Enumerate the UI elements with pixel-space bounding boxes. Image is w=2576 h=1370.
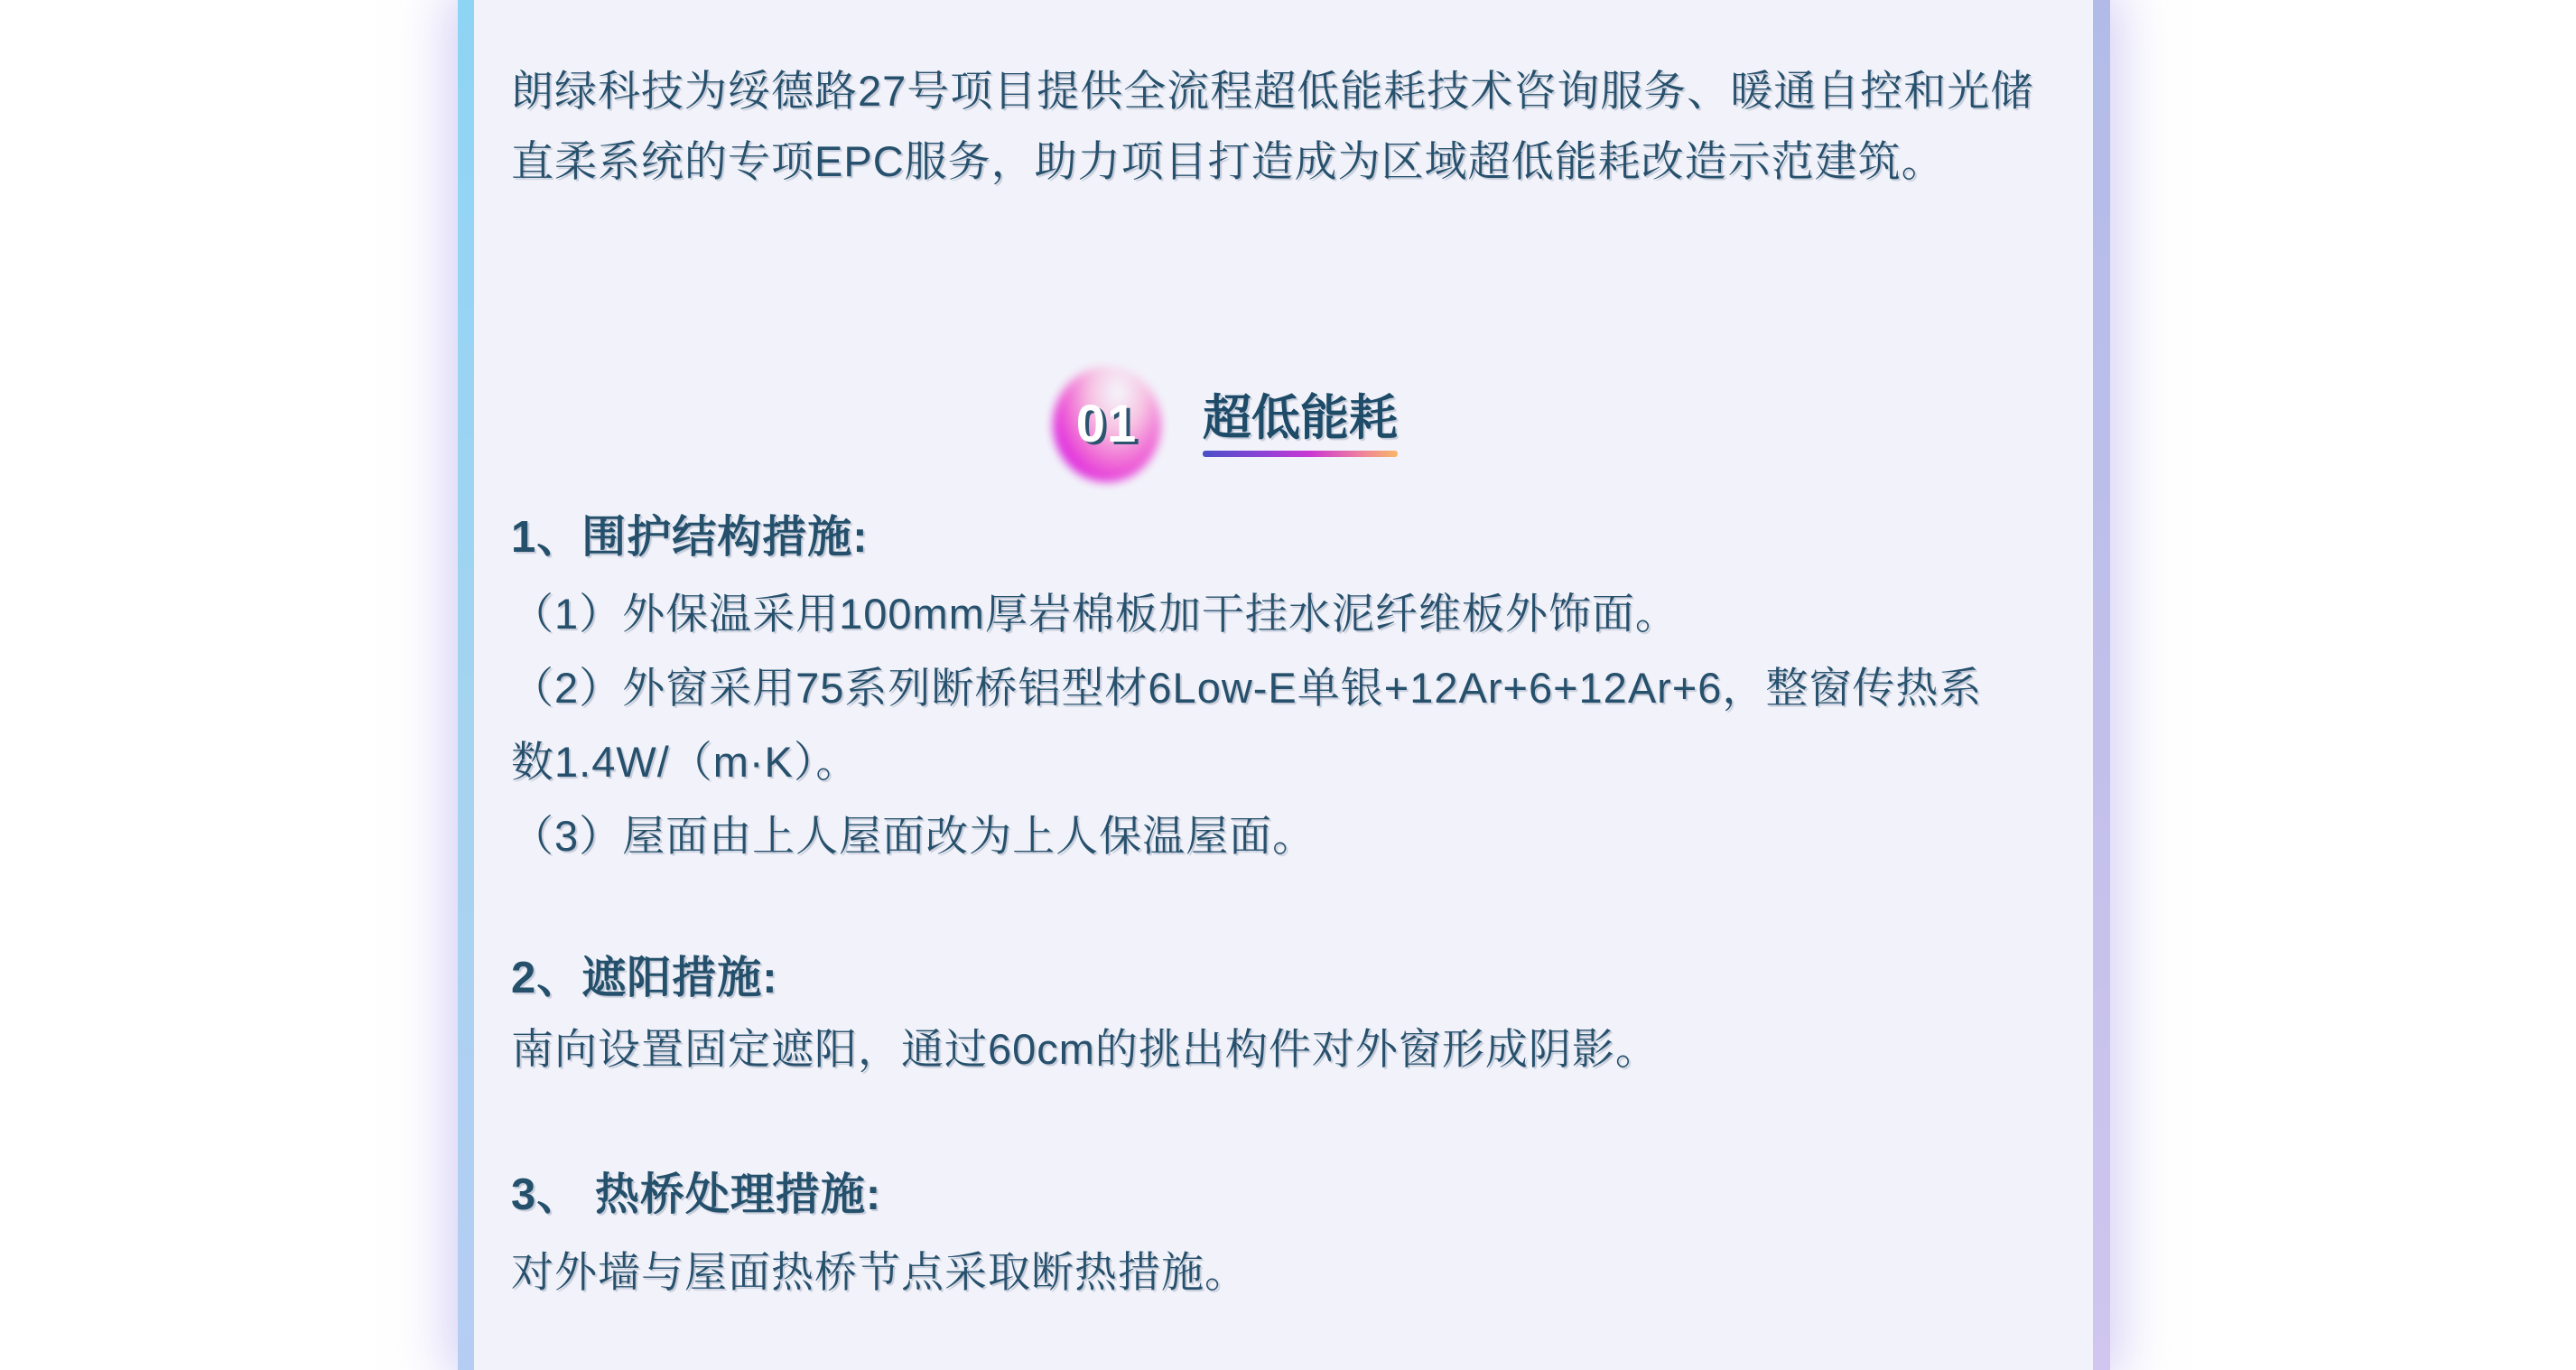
paragraph-line: 数1.4W/（m·K）。: [511, 738, 860, 786]
subsection-paragraph: [511, 1012, 2056, 1086]
subsection-heading: 3、 热桥处理措施:: [511, 1170, 882, 1219]
paragraph-line: （2）外窗采用75系列断桥铝型材6Low-E单银+12Ar+6+12Ar+6，整窗传热系: [511, 664, 1983, 712]
title-underline: [1203, 451, 1398, 457]
section-title: 超低能耗: [1203, 390, 1398, 445]
right-border-bar: [2093, 0, 2110, 1370]
article-content: [474, 0, 2093, 1370]
left-border-bar: [458, 0, 474, 1370]
subsection-heading: 2、遮阳措施:: [511, 954, 778, 1002]
paragraph-line: （3）屋面由上人屋面改为上人保温屋面。: [511, 812, 1316, 860]
article-body: [458, 0, 2110, 1370]
intro-line: 朗绿科技为绥德路27号项目提供全流程超低能耗技术咨询服务、暖通自控和光储: [511, 67, 2034, 115]
paragraph-line: 对外墙与屋面热桥节点采取断热措施。: [511, 1248, 1248, 1296]
intro-line: 直柔系统的专项EPC服务，助力项目打造成为区域超低能耗改造示范建筑。: [511, 137, 1945, 185]
intro-paragraph: [511, 56, 2056, 197]
subsection-heading: 1、围护结构措施:: [511, 513, 869, 562]
section-title-wrap: [1203, 390, 1398, 457]
subsection-paragraph: [511, 577, 2056, 873]
section-number-badge: [1056, 370, 1158, 479]
badge-number: 01: [1075, 395, 1139, 453]
section-header: [511, 366, 2056, 483]
subsection-paragraph: [511, 1235, 2056, 1309]
paragraph-line: （1）外保温采用100mm厚岩棉板加干挂水泥纤维板外饰面。: [511, 590, 1679, 638]
paragraph-line: 南向设置固定遮阳，通过60cm的挑出构件对外窗形成阴影。: [511, 1025, 1659, 1073]
